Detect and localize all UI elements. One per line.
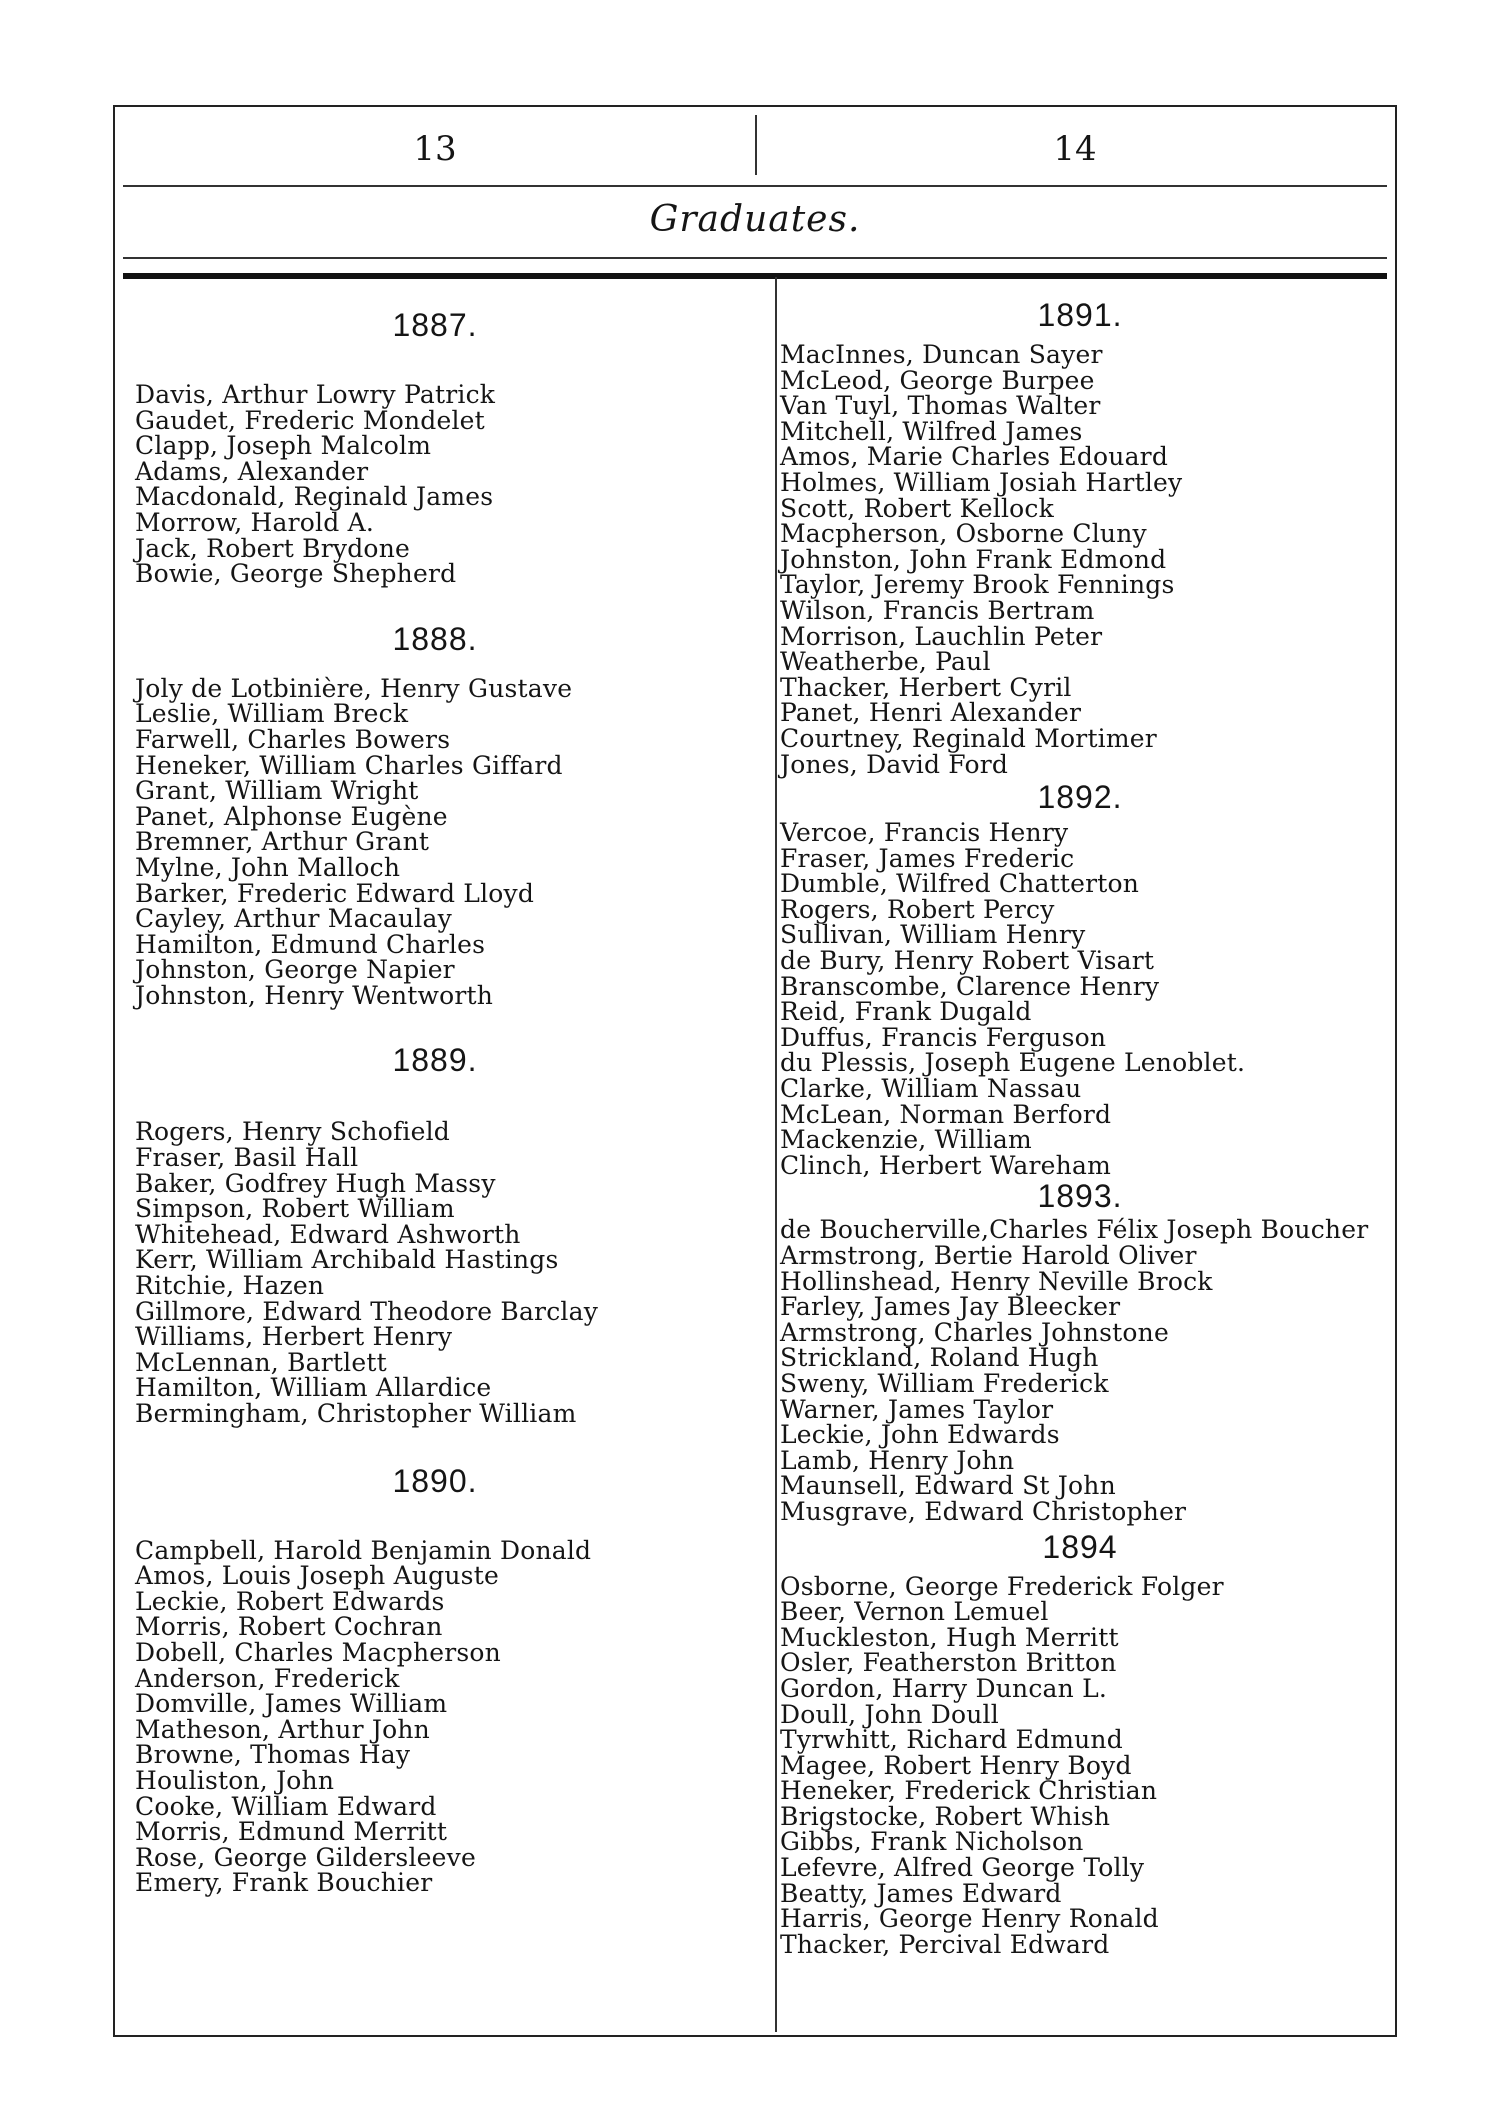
graduate-name: Thacker, Herbert Cyril — [780, 672, 1072, 702]
graduate-name: Magee, Robert Henry Boyd — [780, 1750, 1132, 1780]
graduate-name: Heneker, William Charles Giffard — [135, 750, 563, 780]
left-column — [135, 297, 735, 1896]
year-heading: 1894 — [1042, 1528, 1118, 1565]
graduate-name: Rose, George Gildersleeve — [135, 1842, 476, 1872]
graduate-list — [780, 1571, 1380, 1959]
graduate-name: Farley, James Jay Bleecker — [780, 1292, 1121, 1322]
graduate-name: Van Tuyl, Thomas Walter — [780, 391, 1101, 421]
year-section — [780, 1529, 1380, 1958]
graduate-name: de Bury, Henry Robert Visart — [780, 946, 1155, 976]
graduate-name: Leckie, Robert Edwards — [135, 1586, 445, 1616]
graduate-name: Scott, Robert Kellock — [780, 493, 1054, 523]
page-header — [115, 107, 1395, 185]
graduate-name: Strickland, Roland Hugh — [780, 1343, 1099, 1373]
year-section — [780, 779, 1380, 1178]
graduate-name: Leslie, William Breck — [135, 699, 409, 729]
graduate-name: Johnston, John Frank Edmond — [780, 544, 1167, 574]
year-section — [135, 307, 735, 587]
graduate-name: Hamilton, Edmund Charles — [135, 929, 486, 959]
graduate-name: Farwell, Charles Bowers — [135, 724, 451, 754]
graduate-name: Grant, William Wright — [135, 776, 419, 806]
column-divider — [775, 277, 777, 2032]
graduate-name: Leckie, John Edwards — [780, 1420, 1060, 1450]
graduate-name: Bowie, George Shepherd — [135, 559, 457, 589]
graduate-name: Ritchie, Hazen — [135, 1271, 325, 1301]
graduate-name: Williams, Herbert Henry — [135, 1322, 453, 1352]
graduate-name: Mackenzie, William — [780, 1125, 1032, 1155]
graduate-name: Simpson, Robert William — [135, 1194, 455, 1224]
graduate-list — [780, 1217, 1380, 1524]
graduate-name: Fraser, Basil Hall — [135, 1143, 359, 1173]
graduate-name: Lamb, Henry John — [780, 1445, 1015, 1475]
graduate-name: Muckleston, Hugh Merritt — [780, 1622, 1119, 1652]
graduate-name: Thacker, Percival Edward — [780, 1929, 1110, 1959]
graduate-name: Houliston, John — [135, 1765, 335, 1795]
graduate-name: Joly de Lotbinière, Henry Gustave — [135, 673, 573, 703]
graduate-name: Domville, James William — [135, 1689, 448, 1719]
graduate-name: Macpherson, Osborne Cluny — [780, 519, 1147, 549]
graduate-name: Amos, Marie Charles Edouard — [780, 442, 1169, 472]
graduate-name: Johnston, George Napier — [135, 955, 455, 985]
graduate-name: Morris, Edmund Merritt — [135, 1817, 448, 1847]
graduate-name: Gordon, Harry Duncan L. — [780, 1673, 1108, 1703]
graduate-name: Jack, Robert Brydone — [135, 533, 410, 563]
graduate-name: Beatty, James Edward — [780, 1878, 1062, 1908]
header-rule — [123, 185, 1387, 187]
graduate-name: Adams, Alexander — [135, 456, 369, 486]
graduate-name: Matheson, Arthur John — [135, 1714, 430, 1744]
graduate-name: Macdonald, Reginald James — [135, 482, 494, 512]
year-heading: 1893. — [1037, 1178, 1123, 1215]
graduate-name: Clapp, Joseph Malcolm — [135, 431, 432, 461]
graduate-name: Gibbs, Frank Nicholson — [780, 1827, 1084, 1857]
graduate-name: Duffus, Francis Ferguson — [780, 1022, 1107, 1052]
year-heading: 1892. — [1037, 779, 1123, 816]
graduate-name: Davis, Arthur Lowry Patrick — [135, 380, 496, 409]
graduate-name: Morrow, Harold A. — [135, 507, 374, 537]
graduate-name: Clarke, William Nassau — [780, 1074, 1082, 1104]
graduate-name: McLeod, George Burpee — [780, 365, 1095, 395]
graduate-name: Rogers, Robert Percy — [780, 894, 1055, 924]
graduate-name: Reid, Frank Dugald — [780, 997, 1032, 1027]
graduate-name: Whitehead, Edward Ashworth — [135, 1219, 521, 1249]
graduate-name: Sullivan, William Henry — [780, 920, 1086, 950]
left-page-number: 13 — [413, 129, 457, 169]
graduate-name: Hamilton, William Allardice — [135, 1373, 492, 1403]
graduate-name: Panet, Henri Alexander — [780, 698, 1082, 728]
graduate-name: Morris, Robert Cochran — [135, 1612, 443, 1642]
graduate-name: Maunsell, Edward St John — [780, 1471, 1116, 1501]
graduate-name: Osler, Featherston Britton — [780, 1648, 1117, 1678]
graduate-name: Bremner, Arthur Grant — [135, 827, 430, 857]
graduate-name: Clinch, Herbert Wareham — [780, 1150, 1111, 1180]
graduate-name: Johnston, Henry Wentworth — [135, 980, 494, 1010]
year-heading: 1888. — [392, 620, 478, 657]
graduate-name: Kerr, William Archibald Hastings — [135, 1245, 559, 1275]
graduate-name: McLennan, Bartlett — [135, 1347, 387, 1377]
graduate-name: de Boucherville,Charles Félix Joseph Boucher — [780, 1215, 1369, 1245]
graduate-name: Vercoe, Francis Henry — [780, 818, 1069, 848]
graduate-name: Tyrwhitt, Richard Edmund — [780, 1725, 1123, 1755]
graduate-name: Rogers, Henry Schofield — [135, 1117, 450, 1147]
right-column — [780, 297, 1380, 1957]
graduate-name: Armstrong, Charles Johnstone — [780, 1317, 1169, 1347]
graduate-name: Barker, Frederic Edward Lloyd — [135, 878, 535, 908]
graduate-name: Campbell, Harold Benjamin Donald — [135, 1535, 592, 1565]
graduate-name: Osborne, George Frederick Folger — [780, 1571, 1224, 1601]
graduate-name: Beer, Vernon Lemuel — [780, 1597, 1049, 1627]
graduate-name: Cooke, William Edward — [135, 1791, 437, 1821]
graduate-list — [135, 1119, 735, 1426]
graduate-name: Brigstocke, Robert Whish — [780, 1801, 1111, 1831]
graduate-list — [780, 820, 1380, 1178]
graduate-name: Weatherbe, Paul — [780, 647, 991, 677]
graduate-name: MacInnes, Duncan Sayer — [780, 340, 1103, 369]
graduate-name: Jones, David Ford — [780, 749, 1009, 779]
graduate-name: Holmes, William Josiah Hartley — [780, 467, 1183, 497]
graduate-name: Anderson, Frederick — [135, 1663, 400, 1693]
graduate-name: Mylne, John Malloch — [135, 852, 401, 882]
graduate-name: Armstrong, Bertie Harold Oliver — [780, 1241, 1197, 1270]
graduate-name: Emery, Frank Bouchier — [135, 1868, 433, 1898]
year-heading: 1889. — [392, 1042, 478, 1079]
graduate-name: Morrison, Lauchlin Peter — [780, 621, 1103, 651]
year-section — [780, 1178, 1380, 1524]
graduate-name: Courtney, Reginald Mortimer — [780, 723, 1157, 753]
graduate-list — [780, 342, 1380, 777]
year-heading: 1891. — [1037, 297, 1123, 333]
page-frame — [113, 105, 1397, 2037]
graduate-name: Wilson, Francis Bertram — [780, 595, 1095, 625]
right-page-number: 14 — [1053, 129, 1097, 169]
graduate-name: Harris, George Henry Ronald — [780, 1904, 1159, 1934]
graduate-name: Browne, Thomas Hay — [135, 1740, 411, 1770]
graduate-name: Sweny, William Frederick — [780, 1368, 1109, 1398]
graduate-name: Dumble, Wilfred Chatterton — [780, 869, 1140, 899]
graduate-name: Bermingham, Christopher William — [135, 1399, 577, 1428]
year-section — [780, 297, 1380, 777]
graduate-list — [135, 1535, 735, 1898]
graduate-name: Branscombe, Clarence Henry — [780, 971, 1160, 1001]
bottom-rule — [115, 2035, 1395, 2037]
graduate-name: Cayley, Arthur Macaulay — [135, 904, 452, 934]
graduate-name: Amos, Louis Joseph Auguste — [135, 1561, 499, 1591]
graduate-name: du Plessis, Joseph Eugene Lenoblet. — [780, 1048, 1246, 1078]
graduate-name: Mitchell, Wilfred James — [780, 416, 1083, 446]
graduate-name: Dobell, Charles Macpherson — [135, 1637, 501, 1667]
graduate-list — [135, 673, 735, 1010]
graduate-name: Panet, Alphonse Eugène — [135, 801, 448, 831]
year-section — [135, 1042, 735, 1426]
graduate-name: Gaudet, Frederic Mondelet — [135, 405, 485, 435]
title-rule-top — [123, 257, 1387, 259]
year-section — [135, 1463, 735, 1896]
graduate-name: Heneker, Frederick Christian — [780, 1776, 1158, 1806]
graduate-name: Gillmore, Edward Theodore Barclay — [135, 1296, 599, 1326]
graduate-name: McLean, Norman Berford — [780, 1099, 1112, 1129]
graduate-name: Lefevre, Alfred George Tolly — [780, 1853, 1145, 1883]
year-heading: 1887. — [392, 307, 478, 343]
graduate-name: Fraser, James Frederic — [780, 843, 1075, 873]
year-heading: 1890. — [392, 1462, 478, 1499]
graduate-name: Taylor, Jeremy Brook Fennings — [780, 570, 1175, 600]
graduate-name: Doull, John Doull — [780, 1699, 999, 1729]
graduate-name: Baker, Godfrey Hugh Massy — [135, 1168, 496, 1198]
section-title: Graduates. — [649, 199, 861, 240]
graduate-name: Hollinshead, Henry Neville Brock — [780, 1266, 1213, 1296]
graduate-list — [135, 382, 735, 587]
graduate-name: Musgrave, Edward Christopher — [780, 1496, 1187, 1526]
title-rule-thick — [123, 273, 1387, 279]
year-section — [135, 621, 735, 1009]
graduate-name: Warner, James Taylor — [780, 1394, 1054, 1424]
